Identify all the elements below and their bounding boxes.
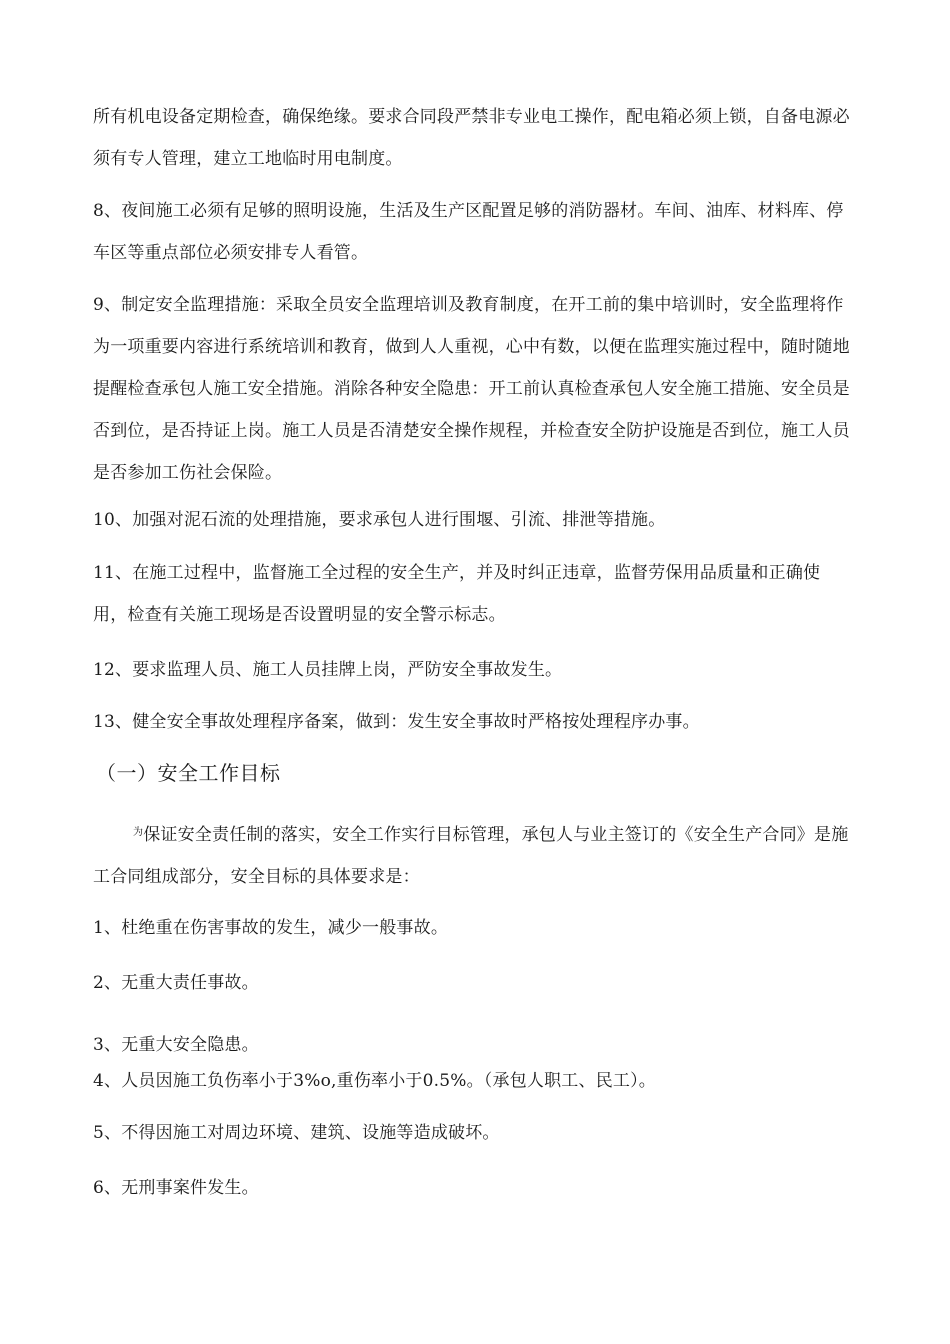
- goal-item-2: 2、无重大责任事故。: [93, 973, 259, 993]
- goal-item-5: 5、不得因施工对周边环境、建筑、设施等造成破坏。: [93, 1123, 500, 1143]
- intro-mark: 为: [133, 827, 144, 838]
- paragraph-electrical-safety: 所有机电设备定期检查，确保绝缘。要求合同段严禁非专业电工操作，配电箱必须上锁，自备电源必须有专人管理，建立工地临时用电制度。: [93, 107, 850, 169]
- goal-intro-text: 保证安全责任制的落实，安全工作实行目标管理，承包人与业主签订的《安全生产合同》是施工合同组成部分，安全目标的具体要求是：: [93, 825, 849, 887]
- paragraph-item-11: 11、在施工过程中，监督施工全过程的安全生产，并及时纠正违章，监督劳保用品质量和正确使用，检查有关施工现场是否设置明显的安全警示标志。: [93, 563, 821, 625]
- goal-item-4: 4、人员因施工负伤率小于3%o,重伤率小于0.5%。（承包人职工、民工）。: [93, 1071, 657, 1091]
- paragraph-item-8: 8、夜间施工必须有足够的照明设施，生活及生产区配置足够的消防器材。车间、油库、材料库、停车区等重点部位必须安排专人看管。: [93, 201, 844, 263]
- goal-item-1: 1、杜绝重在伤害事故的发生，减少一般事故。: [93, 918, 449, 938]
- section-heading: （一）安全工作目标: [96, 761, 281, 785]
- paragraph-item-9: 9、制定安全监理措施：采取全员安全监理培训及教育制度，在开工前的集中培训时，安全监理将作为一项重要内容进行系统培训和教育，做到人人重视，心中有数，以便在监理实施过程中，随时随地提醒检查承包人施工安全措施。消除各种安全隐患：开工前认真检查承包人安全施工措施、安全员是否到位，是否持证上岗。施工人员是否清楚安全操作规程，并检查安全防护设施是否到位，施工人员是否参加工伤社会保险。: [93, 295, 850, 483]
- paragraph-item-13: 13、健全安全事故处理程序备案，做到：发生安全事故时严格按处理程序办事。: [93, 712, 700, 732]
- paragraph-item-10: 10、加强对泥石流的处理措施，要求承包人进行围堰、引流、排泄等措施。: [93, 510, 666, 530]
- goal-item-3: 3、无重大安全隐患。: [93, 1035, 259, 1055]
- paragraph-item-12: 12、要求监理人员、施工人员挂牌上岗，严防安全事故发生。: [93, 660, 563, 680]
- paragraph-goal-intro: [93, 814, 853, 898]
- goal-item-6: 6、无刑事案件发生。: [93, 1178, 259, 1198]
